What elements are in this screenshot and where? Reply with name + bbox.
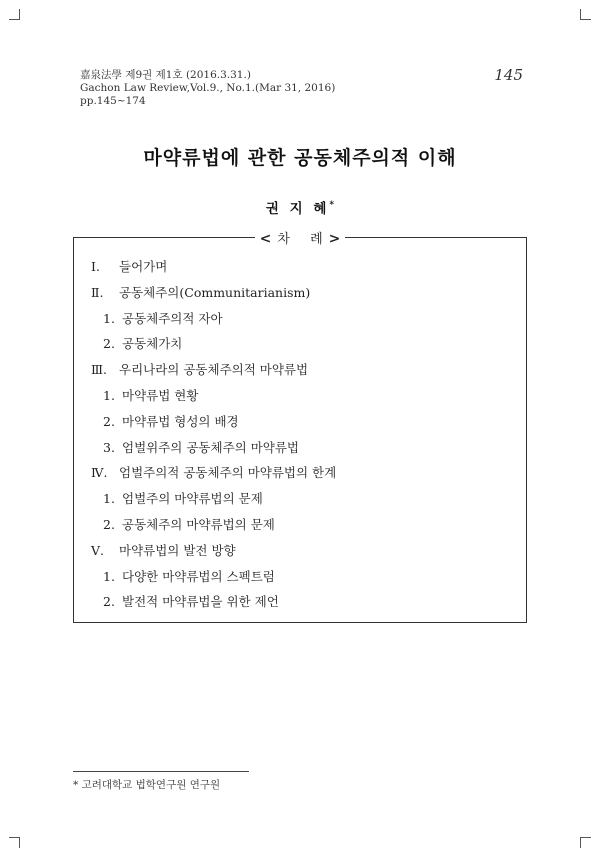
footnote (73, 777, 220, 792)
toc-item[interactable]: Ⅲ. 우리나라의 공동체주의적 마약류법 (91, 362, 309, 378)
toc-heading-label: 차 례 (277, 232, 331, 247)
paper-title: 마약류법에 관한 공동체주의적 이해 (143, 147, 457, 169)
author-name: 권 지 혜 (265, 201, 330, 217)
toc-subitem[interactable]: 1. 다양한 마약류법의 스펙트럼 (103, 568, 275, 584)
footnote-mark: * (73, 779, 79, 791)
crop-mark-bottom-right (580, 837, 591, 848)
author-line (0, 197, 600, 217)
toc-open-bracket: < (259, 231, 272, 247)
toc-list (91, 254, 336, 615)
toc-subitem[interactable]: 3. 엄벌위주의 공동체주의 마약류법 (103, 439, 299, 455)
toc-item[interactable]: Ⅳ. 엄벌주의적 공동체주의 마약류법의 한계 (91, 465, 337, 481)
journal-page-range: pp.145~174 (80, 95, 146, 107)
toc-item[interactable]: Ⅱ. 공동체주의(Communitarianism) (91, 284, 311, 300)
toc-subitem[interactable]: 2. 마약류법 형성의 배경 (103, 413, 239, 429)
crop-mark-top-right (580, 9, 591, 20)
toc-subitem[interactable]: 2. 발전적 마약류법을 위한 제언 (103, 594, 279, 610)
footnote-divider (73, 771, 249, 772)
page-number: 145 (494, 66, 523, 84)
journal-citation (80, 69, 335, 108)
toc-subitem[interactable]: 2. 공동체가치 (103, 336, 183, 352)
toc-heading (74, 228, 526, 247)
footnote-text: 고려대학교 법학연구원 연구원 (81, 779, 221, 791)
crop-mark-top-left (9, 9, 20, 20)
toc-close-bracket: > (328, 231, 341, 247)
table-of-contents (73, 231, 527, 623)
crop-mark-bottom-left (9, 837, 20, 848)
toc-subitem[interactable]: 1. 마약류법 현황 (103, 387, 199, 403)
toc-subitem[interactable]: 1. 엄벌주의 마약류법의 문제 (103, 491, 263, 507)
journal-citation-english: Gachon Law Review,Vol.9., No.1.(Mar 31, 2016) (80, 82, 336, 94)
toc-subitem[interactable]: 2. 공동체주의 마약류법의 문제 (103, 516, 275, 532)
author-footnote-mark[interactable]: * (329, 200, 335, 211)
journal-citation-korean: 嘉泉法學 제9권 제1호 (2016.3.31.) (80, 69, 251, 81)
toc-item[interactable]: Ⅰ. 들어가며 (91, 259, 168, 274)
toc-subitem[interactable]: 1. 공동체주의적 자아 (103, 310, 223, 326)
toc-item[interactable]: Ⅴ. 마약류법의 발전 방향 (91, 542, 236, 558)
